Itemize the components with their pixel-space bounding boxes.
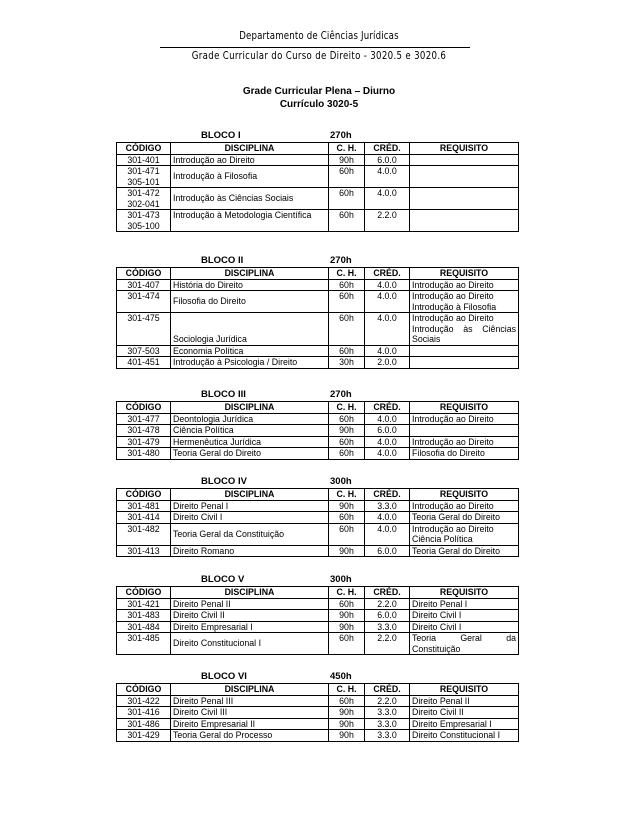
cell-code: 301-478 bbox=[117, 425, 171, 437]
cell-code: 301-485 bbox=[117, 633, 171, 655]
table-row bbox=[117, 621, 519, 633]
cell-requirement: Filosofia do Direito bbox=[410, 448, 519, 460]
cell-requirement bbox=[410, 357, 519, 369]
page-title bbox=[0, 85, 638, 111]
cell-code: 301-407 bbox=[117, 279, 171, 291]
cell-discipline: Introdução à Psicologia / Direito bbox=[171, 357, 329, 369]
cell-hours: 30h bbox=[329, 357, 365, 369]
cell-code: 301-414 bbox=[117, 512, 171, 524]
cell-hours: 60h bbox=[329, 512, 365, 524]
cell-discipline: Direito Civil II bbox=[171, 610, 329, 622]
cell-requirement: Introdução ao Direito bbox=[410, 500, 519, 512]
cell-code: 301-416 bbox=[117, 707, 171, 719]
cell-requirement: Introdução ao Direito Introdução à Filosofia bbox=[410, 291, 519, 313]
bloco-header bbox=[116, 475, 518, 488]
cell-requirement: Direito Civil II bbox=[410, 707, 519, 719]
cell-credits: 4.0.0 bbox=[365, 436, 410, 448]
table-row bbox=[117, 210, 519, 232]
cell-requirement: Teoria Geral da Constituição bbox=[410, 633, 519, 655]
col-credits-header: CRÉD. bbox=[365, 268, 410, 280]
cell-credits: 2.2.0 bbox=[365, 210, 410, 232]
cell-hours: 60h bbox=[329, 413, 365, 425]
table-row bbox=[117, 512, 519, 524]
bloco-name: BLOCO VI bbox=[201, 671, 247, 682]
cell-discipline: Direito Civil III bbox=[171, 707, 329, 719]
col-credits-header: CRÉD. bbox=[365, 684, 410, 696]
cell-credits: 3.3.0 bbox=[365, 707, 410, 719]
col-hours-header: C. H. bbox=[329, 268, 365, 280]
table-header-row bbox=[117, 402, 519, 414]
table-row bbox=[117, 313, 519, 346]
bloco-table bbox=[116, 267, 519, 369]
table-header-row bbox=[117, 143, 519, 155]
department-header: Departamento de Ciências Jurídicas bbox=[239, 30, 399, 42]
cell-credits: 6.0.0 bbox=[365, 154, 410, 166]
table-row bbox=[117, 707, 519, 719]
bloco-hours: 270h bbox=[330, 389, 352, 400]
cell-code: 301-401 bbox=[117, 154, 171, 166]
col-code-header: CÓDIGO bbox=[117, 402, 171, 414]
bloco-hours: 450h bbox=[330, 671, 352, 682]
cell-credits: 4.0.0 bbox=[365, 413, 410, 425]
cell-hours: 90h bbox=[329, 718, 365, 730]
table-row bbox=[117, 345, 519, 357]
cell-hours: 60h bbox=[329, 523, 365, 545]
table-row bbox=[117, 291, 519, 313]
cell-discipline: Introdução ao Direito bbox=[171, 154, 329, 166]
cell-discipline: Economia Política bbox=[171, 345, 329, 357]
cell-discipline: Sociologia Jurídica bbox=[171, 313, 329, 346]
col-requirement-header: REQUISITO bbox=[410, 684, 519, 696]
cell-code: 301-422 bbox=[117, 695, 171, 707]
cell-credits: 3.3.0 bbox=[365, 730, 410, 742]
cell-code: 301-479 bbox=[117, 436, 171, 448]
cell-discipline: Teoria Geral da Constituição bbox=[171, 523, 329, 545]
cell-code: 301-486 bbox=[117, 718, 171, 730]
cell-discipline: História do Direito bbox=[171, 279, 329, 291]
cell-code: 301-480 bbox=[117, 448, 171, 460]
cell-discipline: Filosofia do Direito bbox=[171, 291, 329, 313]
cell-discipline: Direito Constitucional I bbox=[171, 633, 329, 655]
col-credits-header: CRÉD. bbox=[365, 402, 410, 414]
bloco-hours: 270h bbox=[330, 255, 352, 266]
cell-hours: 60h bbox=[329, 166, 365, 188]
table-row bbox=[117, 695, 519, 707]
table-row bbox=[117, 279, 519, 291]
cell-requirement: Introdução ao Direito bbox=[410, 413, 519, 425]
cell-requirement bbox=[410, 210, 519, 232]
bloco-table bbox=[116, 683, 519, 742]
col-hours-header: C. H. bbox=[329, 143, 365, 155]
col-credits-header: CRÉD. bbox=[365, 489, 410, 501]
cell-discipline: Direito Romano bbox=[171, 545, 329, 557]
cell-credits: 6.0.0 bbox=[365, 425, 410, 437]
cell-credits: 4.0.0 bbox=[365, 188, 410, 210]
cell-hours: 60h bbox=[329, 633, 365, 655]
bloco-header bbox=[116, 254, 518, 267]
col-code-header: CÓDIGO bbox=[117, 268, 171, 280]
table-header-row bbox=[117, 587, 519, 599]
col-discipline-header: DISCIPLINA bbox=[171, 587, 329, 599]
cell-credits: 6.0.0 bbox=[365, 545, 410, 557]
cell-discipline: Direito Civil I bbox=[171, 512, 329, 524]
cell-hours: 60h bbox=[329, 345, 365, 357]
cell-discipline: Direito Empresarial II bbox=[171, 718, 329, 730]
cell-requirement bbox=[410, 166, 519, 188]
bloco-2 bbox=[116, 254, 518, 369]
table-row bbox=[117, 545, 519, 557]
cell-credits: 2.2.0 bbox=[365, 633, 410, 655]
cell-discipline: Deontologia Jurídica bbox=[171, 413, 329, 425]
cell-discipline: Direito Penal II bbox=[171, 598, 329, 610]
cell-requirement: Introdução ao Direito Ciência Política bbox=[410, 523, 519, 545]
cell-code: 301-471 305-101 bbox=[117, 166, 171, 188]
cell-credits: 4.0.0 bbox=[365, 345, 410, 357]
cell-discipline: Teoria Geral do Processo bbox=[171, 730, 329, 742]
cell-code: 301-429 bbox=[117, 730, 171, 742]
table-row bbox=[117, 610, 519, 622]
cell-code: 301-483 bbox=[117, 610, 171, 622]
col-discipline-header: DISCIPLINA bbox=[171, 402, 329, 414]
table-header-row bbox=[117, 684, 519, 696]
col-discipline-header: DISCIPLINA bbox=[171, 143, 329, 155]
cell-code: 301-474 bbox=[117, 291, 171, 313]
cell-requirement bbox=[410, 188, 519, 210]
table-row bbox=[117, 188, 519, 210]
cell-code: 301-413 bbox=[117, 545, 171, 557]
cell-discipline: Direito Empresarial I bbox=[171, 621, 329, 633]
cell-requirement: Introdução ao Direito bbox=[410, 279, 519, 291]
cell-credits: 4.0.0 bbox=[365, 166, 410, 188]
cell-hours: 60h bbox=[329, 448, 365, 460]
cell-requirement bbox=[410, 154, 519, 166]
col-requirement-header: REQUISITO bbox=[410, 402, 519, 414]
cell-credits: 4.0.0 bbox=[365, 523, 410, 545]
cell-credits: 3.3.0 bbox=[365, 718, 410, 730]
col-requirement-header: REQUISITO bbox=[410, 143, 519, 155]
bloco-name: BLOCO II bbox=[201, 255, 244, 266]
cell-code: 301-475 bbox=[117, 313, 171, 346]
cell-hours: 60h bbox=[329, 695, 365, 707]
bloco-hours: 300h bbox=[330, 476, 352, 487]
bloco-table bbox=[116, 488, 519, 557]
cell-credits: 3.3.0 bbox=[365, 621, 410, 633]
table-row bbox=[117, 357, 519, 369]
table-row bbox=[117, 718, 519, 730]
cell-hours: 90h bbox=[329, 545, 365, 557]
col-code-header: CÓDIGO bbox=[117, 143, 171, 155]
bloco-header bbox=[116, 670, 518, 683]
cell-hours: 60h bbox=[329, 210, 365, 232]
cell-discipline: Introdução à Filosofia bbox=[171, 166, 329, 188]
bloco-hours: 270h bbox=[330, 130, 352, 141]
cell-hours: 90h bbox=[329, 730, 365, 742]
cell-hours: 90h bbox=[329, 707, 365, 719]
cell-discipline: Hermenêutica Jurídica bbox=[171, 436, 329, 448]
table-row bbox=[117, 166, 519, 188]
cell-hours: 60h bbox=[329, 598, 365, 610]
table-row bbox=[117, 633, 519, 655]
col-discipline-header: DISCIPLINA bbox=[171, 684, 329, 696]
cell-credits: 4.0.0 bbox=[365, 279, 410, 291]
table-row bbox=[117, 448, 519, 460]
cell-hours: 90h bbox=[329, 500, 365, 512]
bloco-3 bbox=[116, 388, 518, 460]
bloco-header bbox=[116, 129, 518, 142]
table-row bbox=[117, 730, 519, 742]
cell-code: 301-482 bbox=[117, 523, 171, 545]
cell-code: 301-484 bbox=[117, 621, 171, 633]
cell-requirement: Direito Penal I bbox=[410, 598, 519, 610]
bloco-name: BLOCO III bbox=[201, 389, 246, 400]
col-hours-header: C. H. bbox=[329, 489, 365, 501]
col-requirement-header: REQUISITO bbox=[410, 268, 519, 280]
bloco-name: BLOCO V bbox=[201, 574, 245, 585]
cell-hours: 60h bbox=[329, 436, 365, 448]
cell-credits: 3.3.0 bbox=[365, 500, 410, 512]
col-discipline-header: DISCIPLINA bbox=[171, 489, 329, 501]
table-row bbox=[117, 500, 519, 512]
cell-credits: 4.0.0 bbox=[365, 313, 410, 346]
title-line-2: Currículo 3020-5 bbox=[279, 99, 359, 110]
course-subtitle: Grade Curricular do Curso de Direito - 3020.5 e 3020.6 bbox=[191, 50, 447, 62]
cell-credits: 2.2.0 bbox=[365, 695, 410, 707]
table-row bbox=[117, 523, 519, 545]
cell-requirement: Introdução ao Direito bbox=[410, 436, 519, 448]
bloco-table bbox=[116, 401, 519, 460]
cell-credits: 4.0.0 bbox=[365, 448, 410, 460]
table-row bbox=[117, 154, 519, 166]
cell-requirement bbox=[410, 345, 519, 357]
bloco-5 bbox=[116, 573, 518, 655]
col-code-header: CÓDIGO bbox=[117, 684, 171, 696]
table-row bbox=[117, 436, 519, 448]
cell-hours: 60h bbox=[329, 313, 365, 346]
cell-hours: 90h bbox=[329, 621, 365, 633]
cell-discipline: Ciência Política bbox=[171, 425, 329, 437]
bloco-4 bbox=[116, 475, 518, 557]
cell-code: 301-421 bbox=[117, 598, 171, 610]
cell-credits: 2.0.0 bbox=[365, 357, 410, 369]
cell-requirement: Direito Constitucional I bbox=[410, 730, 519, 742]
bloco-header bbox=[116, 388, 518, 401]
cell-discipline: Direito Penal I bbox=[171, 500, 329, 512]
cell-code: 301-473 305-100 bbox=[117, 210, 171, 232]
table-header-row bbox=[117, 268, 519, 280]
cell-credits: 4.0.0 bbox=[365, 512, 410, 524]
cell-hours: 90h bbox=[329, 425, 365, 437]
cell-discipline: Teoria Geral do Direito bbox=[171, 448, 329, 460]
col-code-header: CÓDIGO bbox=[117, 489, 171, 501]
header-divider bbox=[160, 47, 470, 48]
cell-code: 301-481 bbox=[117, 500, 171, 512]
cell-requirement: Direito Civil I bbox=[410, 610, 519, 622]
col-credits-header: CRÉD. bbox=[365, 587, 410, 599]
cell-requirement: Direito Empresarial I bbox=[410, 718, 519, 730]
col-hours-header: C. H. bbox=[329, 587, 365, 599]
cell-hours: 60h bbox=[329, 291, 365, 313]
col-code-header: CÓDIGO bbox=[117, 587, 171, 599]
cell-requirement: Introdução ao Direito Introdução às Ciências Sociais bbox=[410, 313, 519, 346]
cell-discipline: Direito Penal III bbox=[171, 695, 329, 707]
cell-code: 307-503 bbox=[117, 345, 171, 357]
cell-discipline: Introdução à Metodologia Científica bbox=[171, 210, 329, 232]
bloco-6 bbox=[116, 670, 518, 742]
bloco-table bbox=[116, 142, 519, 232]
table-header-row bbox=[117, 489, 519, 501]
col-requirement-header: REQUISITO bbox=[410, 587, 519, 599]
bloco-table bbox=[116, 586, 519, 655]
table-row bbox=[117, 598, 519, 610]
col-requirement-header: REQUISITO bbox=[410, 489, 519, 501]
col-hours-header: C. H. bbox=[329, 402, 365, 414]
cell-code: 301-472 302-041 bbox=[117, 188, 171, 210]
cell-requirement: Direito Penal II bbox=[410, 695, 519, 707]
cell-hours: 60h bbox=[329, 188, 365, 210]
table-row bbox=[117, 413, 519, 425]
cell-requirement bbox=[410, 425, 519, 437]
col-credits-header: CRÉD. bbox=[365, 143, 410, 155]
cell-hours: 90h bbox=[329, 610, 365, 622]
col-hours-header: C. H. bbox=[329, 684, 365, 696]
bloco-1 bbox=[116, 129, 518, 232]
cell-requirement: Direito Civil I bbox=[410, 621, 519, 633]
table-row bbox=[117, 425, 519, 437]
cell-requirement: Teoria Geral do Direito bbox=[410, 545, 519, 557]
cell-discipline: Introdução às Ciências Sociais bbox=[171, 188, 329, 210]
cell-credits: 2.2.0 bbox=[365, 598, 410, 610]
bloco-name: BLOCO IV bbox=[201, 476, 247, 487]
cell-credits: 6.0.0 bbox=[365, 610, 410, 622]
cell-credits: 4.0.0 bbox=[365, 291, 410, 313]
cell-hours: 90h bbox=[329, 154, 365, 166]
bloco-name: BLOCO I bbox=[201, 130, 241, 141]
cell-code: 401-451 bbox=[117, 357, 171, 369]
cell-code: 301-477 bbox=[117, 413, 171, 425]
bloco-header bbox=[116, 573, 518, 586]
cell-hours: 60h bbox=[329, 279, 365, 291]
cell-requirement: Teoria Geral do Direito bbox=[410, 512, 519, 524]
col-discipline-header: DISCIPLINA bbox=[171, 268, 329, 280]
title-line-1: Grade Curricular Plena – Diurno bbox=[242, 86, 396, 97]
bloco-hours: 300h bbox=[330, 574, 352, 585]
